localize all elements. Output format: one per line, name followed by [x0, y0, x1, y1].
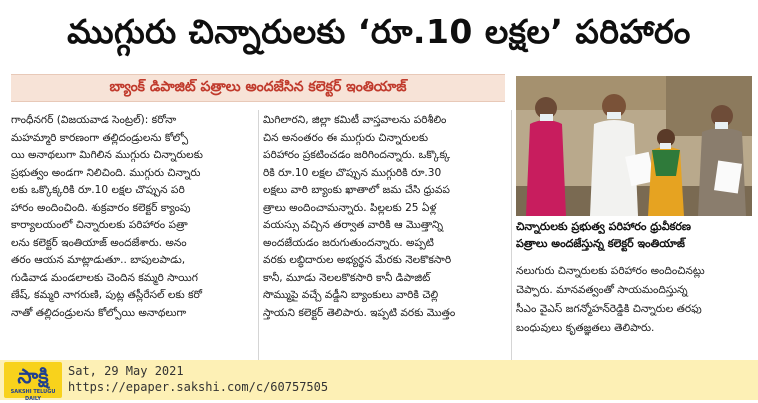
article-line: వయస్సు వచ్చిన తర్వాత వారికి ఆ మొత్తాన్ని	[263, 219, 444, 231]
article-line: తరం ఆయన మాట్లాడుతూ.. బాపులపాడు,	[11, 254, 186, 266]
article-column-1	[11, 112, 253, 322]
article-line: హారం అందించింది. శుక్రవారం కలెక్టర్ క్యాంపు	[11, 201, 191, 214]
article-line: ణేష్, కమ్మరి నాగరుణి, పుట్ల తస్లీరేసల్ లకు కరో	[11, 289, 203, 301]
article-line: బంధువులు కృతజ్ఞతలు తెలిపారు.	[516, 322, 655, 334]
article-line: నలుగురు చిన్నారులకు పరిహారం అందించినట్లు	[516, 265, 705, 277]
article-line: రికి రూ.10 లక్షల చొప్పున ముగ్గురికి రూ.30	[263, 166, 442, 179]
article-line: నాతో తల్లిదండ్రులను కోల్పోయి అనాథలుగా	[11, 306, 187, 319]
caption-line: పత్రాలు అందజేస్తున్న కలెక్టర్ ఇంతియాజ్	[516, 237, 685, 250]
column-divider	[258, 110, 259, 360]
publication-date: Sat, 29 May 2021	[68, 364, 184, 378]
logo-wordmark: సాక్షి	[17, 364, 49, 388]
article-line: లను కలెక్టర్ ఇంతియాజ్ అందజేశారు. అనం	[11, 236, 187, 249]
caption-line: చిన్నారులకు ప్రభుత్వ పరిహారం ధ్రువీకరణ	[516, 220, 692, 233]
news-photo	[516, 76, 752, 216]
photo-illustration	[516, 76, 752, 216]
article-line: సీఎం వైఎస్ జగన్మోహన్‌రెడ్డికి చిన్నారుల తరఫు	[516, 303, 702, 315]
article-line: త్రాలు అందించామన్నారు. పిల్లలకు 25 ఏళ్ల	[263, 201, 437, 214]
article-line: అందజేయడం జరుగుతుందన్నారు. అప్పటి	[263, 236, 434, 249]
article-line: లకు ఒక్కొక్కరికి రూ.10 లక్షల చొప్పున పరి	[11, 184, 185, 196]
subheadline: బ్యాంక్ డిపాజిట్ పత్రాలు అందజేసిన కలెక్టర్ ఇంతియాజ్	[11, 74, 505, 102]
photo-caption	[516, 218, 752, 254]
article-line: గుడివాడ మండలాలకు చెందిన కమ్మరి సాయిగ	[11, 271, 198, 284]
article-line: పరిహారం ప్రకటించడం జరిగిందన్నారు. ఒక్కొక్క	[263, 149, 451, 161]
article-line: వరకు లబ్ధిదారుల అభ్యర్థన మేరకు నెలకొకసారి	[263, 254, 452, 266]
article-line: లక్షలు వారి బ్యాంకు ఖాతాలో జమ చేసి ధ్రువప	[263, 184, 450, 196]
headline: ముగ్గురు చిన్నారులకు ‘రూ.10 లక్షల’ పరిహారం	[67, 11, 691, 51]
article-line: చెప్పారు. మానవత్వంతో సాయమందిస్తున్న	[516, 284, 688, 296]
article-line: చిన అనంతరం ఈ ముగ్గురు చిన్నారులకు	[263, 131, 429, 144]
column-divider	[511, 110, 512, 360]
epaper-link[interactable]: https://epaper.sakshi.com/c/60757505	[68, 380, 329, 394]
article-line: మిగిలారని, జిల్లా కమిటీ వాస్తవాలను పరిశీలిం	[263, 114, 447, 126]
article-column-2	[263, 112, 507, 322]
article-line: మహమ్మారి కారణంగా తల్లిదండ్రులను కోల్పో	[11, 131, 189, 144]
logo-tagline: SAKSHI TELUGU DAILY	[10, 389, 56, 402]
article-line: గాంధీనగర్ (విజయవాడ సెంట్రల్): కరోనా	[11, 114, 177, 126]
article-line: కానీ, మూడు నెలలకొకసారి కానీ డిపాజిట్	[263, 271, 431, 284]
article-line: స్తాయని కలెక్టర్ తెలిపారు. ఇప్పటి వరకు మొత్తం	[263, 306, 456, 319]
sakshi-logo	[4, 362, 62, 402]
article-line: ప్రభుత్వం అండగా నిలిచింది. ముగ్గురు చిన్నారు	[11, 166, 201, 179]
article-column-3	[516, 262, 752, 338]
article-line: కార్యాలయంలో చిన్నారులకు పరిహారం పత్రా	[11, 219, 188, 231]
article-line: యి అనాథలుగా మిగిలిన ముగ్గురు చిన్నారులకు	[11, 149, 203, 161]
article-line: సొమ్ముపై వచ్చే వడ్డీని బ్యాంకులు వారికి చెల్లి	[263, 289, 439, 301]
